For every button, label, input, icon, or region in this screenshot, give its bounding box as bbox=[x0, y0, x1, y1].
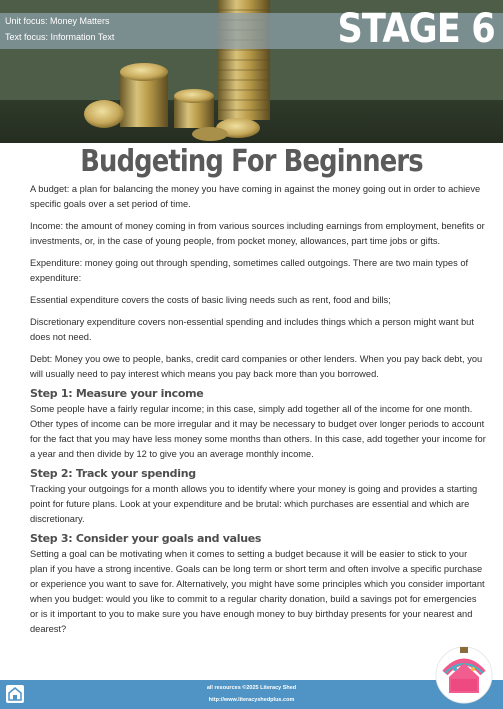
definition-expenditure: Expenditure: money going out through spending, sometimes called outgoings. There are two main types of expenditure: bbox=[30, 258, 469, 283]
literacy-shed-logo bbox=[433, 643, 495, 705]
step-2-text: Tracking your outgoings for a month allows you to identify where your money is going and provides a starting point for future plans. Look at your expenditure and be brutal: which purchases are essential and which are discretionary. bbox=[30, 484, 478, 524]
step-1-text: Some people have a fairly regular income; in this case, simply add together all of the income for one month. Other types of income can be more irregular and it may be necessary to budget over longer periods to account for the fact that you may have less money some months than others. In this case, add together your income for a year and then divide by 12 to give you an average monthly income. bbox=[30, 404, 486, 459]
stage-label: STAGE 6 bbox=[337, 6, 495, 52]
header-banner bbox=[0, 0, 503, 143]
footer-copyright: all resources ©2025 Literacy Shed bbox=[206, 685, 297, 691]
step-3-text: Setting a goal can be motivating when it comes to setting a budget because it will be easier to stick to your plan if you have a strong incentive. Goals can be long term or short term and often involve a specific purchase or experience you want to save for. Alternatively, you might have some principles which you consider important when you budget: would you like to commit to a regular charity donation, build a savings pot for emergencies or is it important to you to make sure you have enough money to buy birthday presents for your nearest and dearest? bbox=[30, 549, 485, 634]
discretionary-expenditure: Discretionary expenditure covers non-essential spending and includes things which a person might want but does not need. bbox=[30, 317, 474, 342]
footer-url[interactable]: http://www.literacyshedplus.com bbox=[208, 697, 295, 703]
essential-expenditure: Essential expenditure covers the costs of basic living needs such as rent, food and bills; bbox=[30, 295, 391, 305]
definition-income: Income: the amount of money coming in from various sources including earnings from employment, benefits or investments, or, in the case of young people, from pocket money, allowances, part time jobs or gifts. bbox=[30, 221, 485, 246]
footer bbox=[0, 680, 503, 709]
definition-budget: A budget: a plan for balancing the money you have coming in against the money going out in order to achieve specific goals over a set period of time. bbox=[30, 184, 481, 209]
main-content bbox=[30, 182, 486, 641]
unit-focus: Unit focus: Money Matters bbox=[5, 16, 110, 26]
step-3-heading: Step 3: Consider your goals and values bbox=[30, 532, 262, 545]
definition-debt: Debt: Money you owe to people, banks, credit card companies or other lenders. When you pay back debt, you will usually need to pay interest which means you pay back more than you borrowed. bbox=[30, 354, 483, 379]
page-title: Budgeting For Beginners bbox=[80, 144, 423, 179]
text-focus: Text focus: Information Text bbox=[5, 32, 115, 42]
step-1-heading: Step 1: Measure your income bbox=[30, 387, 204, 400]
home-icon[interactable] bbox=[6, 685, 24, 703]
step-2-heading: Step 2: Track your spending bbox=[30, 467, 196, 480]
